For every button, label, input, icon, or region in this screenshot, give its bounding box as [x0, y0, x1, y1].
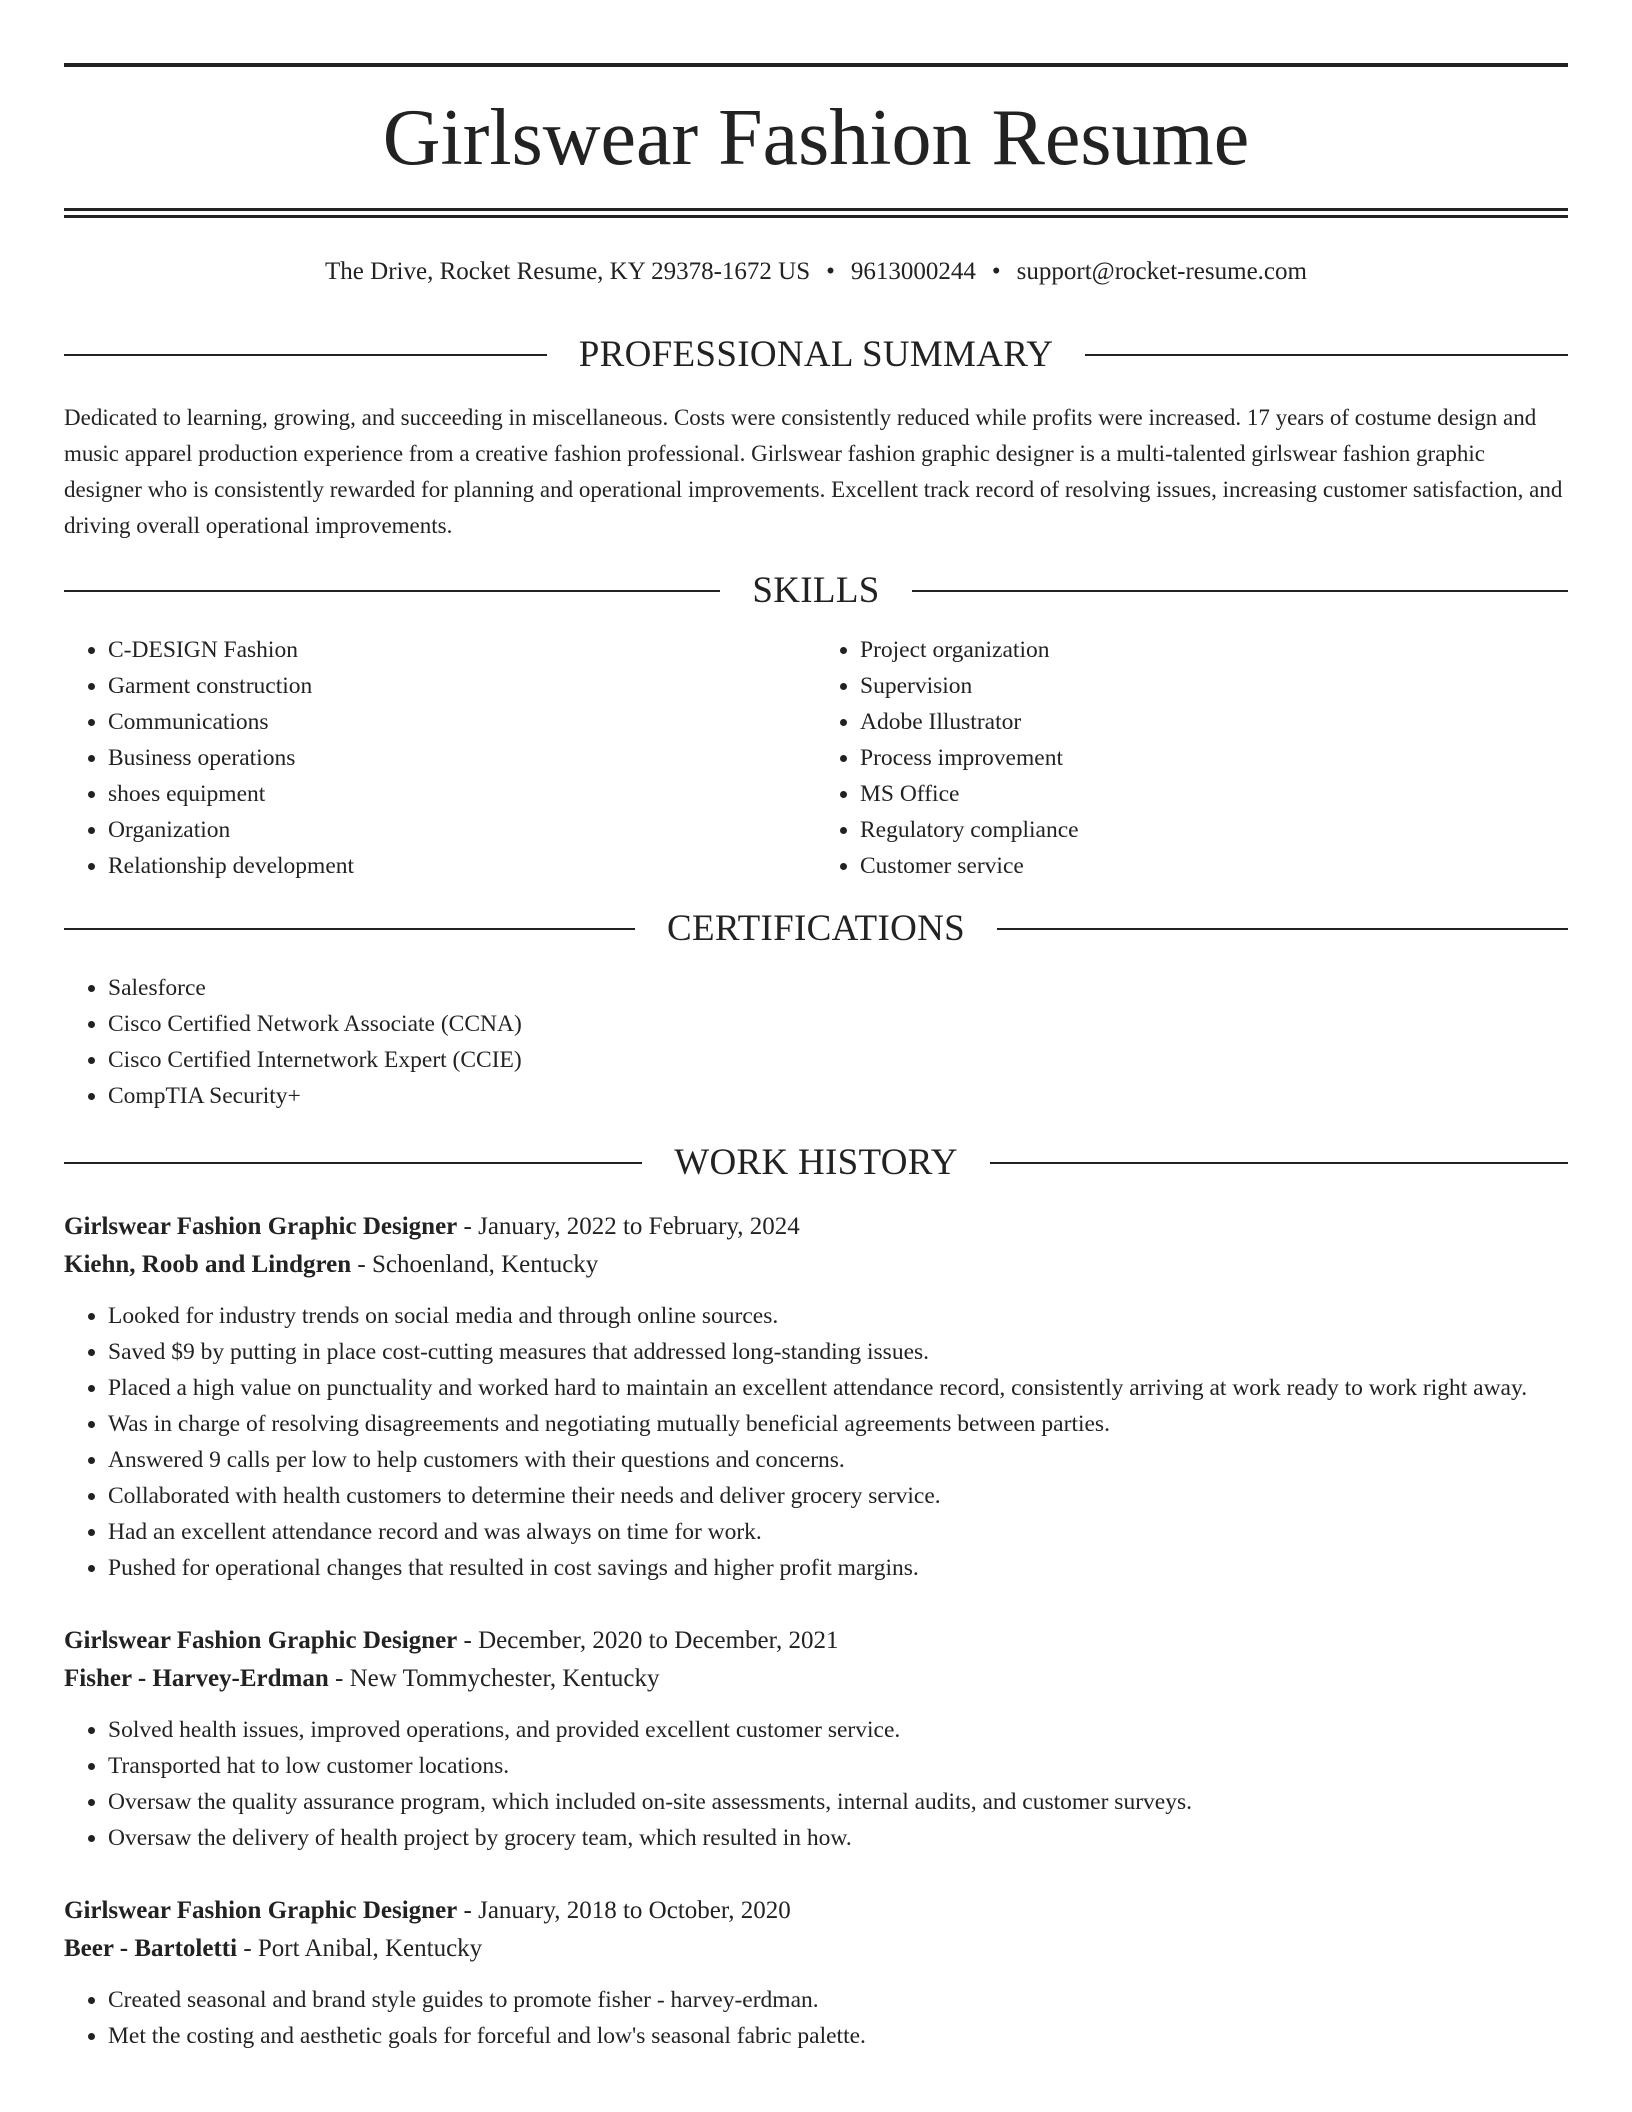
heading-rule — [64, 1162, 642, 1164]
job-bullet: • Was in charge of resolving disagreements and negotiating mutually beneficial agreements between parties. — [108, 1406, 1568, 1442]
job-bullet: • Created seasonal and brand style guides to promote fisher - harvey-erdman. — [108, 1982, 1568, 2018]
heading-rule — [64, 590, 720, 592]
skill-item: • Supervision — [860, 668, 1568, 704]
skill-item: • Project organization — [860, 632, 1568, 668]
job-bullet: • Oversaw the delivery of health project by grocery team, which resulted in how. — [108, 1820, 1568, 1856]
certification-item: • Cisco Certified Network Associate (CCNA) — [108, 1006, 1568, 1042]
contact-separator: • — [826, 258, 835, 285]
job-title: Girlswear Fashion Graphic Designer — [64, 1627, 458, 1654]
job-bullet: • Had an excellent attendance record and was always on time for work. — [108, 1514, 1568, 1550]
job-company: Kiehn, Roob and Lindgren — [64, 1251, 352, 1278]
job-bullet: • Solved health issues, improved operations, and provided excellent customer service. — [108, 1712, 1568, 1748]
job-bullet: • Answered 9 calls per low to help customers with their questions and concerns. — [108, 1442, 1568, 1478]
skill-item: • Customer service — [860, 848, 1568, 884]
job-bullets — [64, 1298, 1568, 1586]
heading-rule — [990, 1162, 1568, 1164]
job-location: - Port Anibal, Kentucky — [237, 1935, 483, 1962]
certifications-section — [64, 970, 1568, 1114]
job-bullets — [64, 1712, 1568, 1856]
job-bullet: • Saved $9 by putting in place cost-cutting measures that addressed long-standing issues. — [108, 1334, 1568, 1370]
work-history-heading-text: WORK HISTORY — [674, 1142, 958, 1183]
skill-item: • Garment construction — [108, 668, 816, 704]
job-bullet: • Collaborated with health customers to determine their needs and deliver grocery service. — [108, 1478, 1568, 1514]
job-company-line — [64, 1246, 1568, 1284]
skills-columns — [64, 632, 1568, 884]
heading-rule — [64, 928, 635, 930]
phone: 9613000244 — [850, 258, 976, 285]
contact-line — [64, 254, 1568, 290]
job-dates: - December, 2020 to December, 2021 — [457, 1627, 839, 1654]
skill-item: • Adobe Illustrator — [860, 704, 1568, 740]
job-title: Girlswear Fashion Graphic Designer — [64, 1213, 458, 1240]
job-entry — [64, 1622, 1568, 1856]
resume-body — [64, 330, 1568, 2054]
job-bullet: • Oversaw the quality assurance program, which included on-site assessments, internal audits, and customer surveys. — [108, 1784, 1568, 1820]
skill-item: • Organization — [108, 812, 816, 848]
skill-item: • shoes equipment — [108, 776, 816, 812]
job-title-line — [64, 1622, 1568, 1660]
certification-item: • Salesforce — [108, 970, 1568, 1006]
skill-item: • Communications — [108, 704, 816, 740]
summary-text: Dedicated to learning, growing, and succeeding in miscellaneous. Costs were consistently reduced while profits were increased. 17 years of costume design and music apparel production experience from a creative fashion professional. Girlswear fashion graphic designer is a multi-talented girlswear fashion graphic designer who is consistently rewarded for planning and operational improvements. Excellent track record of resolving issues, increasing customer satisfaction, and driving overall operational improvements. — [64, 405, 1563, 538]
address: The Drive, Rocket Resume, KY 29378-1672 US — [325, 258, 811, 285]
skill-item: • Regulatory compliance — [860, 812, 1568, 848]
certification-item: • Cisco Certified Internetwork Expert (CCIE) — [108, 1042, 1568, 1078]
email-link[interactable]: support@rocket-resume.com — [1016, 258, 1307, 285]
skill-item: • Relationship development — [108, 848, 816, 884]
heading-rule — [64, 354, 547, 356]
heading-rule — [912, 590, 1568, 592]
job-entry — [64, 1208, 1568, 1586]
certifications-heading — [64, 904, 1568, 954]
job-bullet: • Pushed for operational changes that resulted in cost savings and higher profit margins. — [108, 1550, 1568, 1586]
job-bullet: • Met the costing and aesthetic goals for forceful and low's seasonal fabric palette. — [108, 2018, 1568, 2054]
job-bullet: • Transported hat to low customer locations. — [108, 1748, 1568, 1784]
certifications-heading-text: CERTIFICATIONS — [667, 908, 965, 949]
job-dates: - January, 2018 to October, 2020 — [457, 1897, 791, 1924]
resume-title: Girlswear Fashion Resume — [382, 94, 1250, 182]
job-bullet: • Looked for industry trends on social media and through online sources. — [108, 1298, 1568, 1334]
job-title-line — [64, 1208, 1568, 1246]
job-dates: - January, 2022 to February, 2024 — [457, 1213, 800, 1240]
skills-heading — [64, 566, 1568, 616]
job-bullets — [64, 1982, 1568, 2054]
work-history-heading — [64, 1138, 1568, 1188]
certification-item: • CompTIA Security+ — [108, 1078, 1568, 1114]
job-company: Fisher - Harvey-Erdman — [64, 1665, 329, 1692]
heading-rule — [997, 928, 1568, 930]
skill-item: • Business operations — [108, 740, 816, 776]
certifications-list — [64, 970, 1568, 1114]
skill-item: • C-DESIGN Fashion — [108, 632, 816, 668]
skills-list-left — [64, 632, 816, 884]
top-rule — [64, 63, 1568, 67]
skills-heading-text: SKILLS — [752, 570, 880, 611]
job-location: - New Tommychester, Kentucky — [328, 1665, 660, 1692]
skills-list-right — [816, 632, 1568, 884]
job-location: - Schoenland, Kentucky — [351, 1251, 599, 1278]
summary-heading — [64, 330, 1568, 380]
job-company: Beer - Bartoletti — [64, 1935, 238, 1962]
skill-item: • MS Office — [860, 776, 1568, 812]
contact-separator: • — [991, 258, 1001, 285]
job-company-line — [64, 1660, 1568, 1698]
job-company-line — [64, 1930, 1568, 1968]
summary-heading-text: PROFESSIONAL SUMMARY — [578, 334, 1054, 375]
title-double-rule — [64, 208, 1568, 218]
heading-rule — [1085, 354, 1568, 356]
job-title-line — [64, 1892, 1568, 1930]
job-entry — [64, 1892, 1568, 2054]
skill-item: • Process improvement — [860, 740, 1568, 776]
job-title: Girlswear Fashion Graphic Designer — [64, 1897, 458, 1924]
job-bullet: • Placed a high value on punctuality and worked hard to maintain an excellent attendance record, consistently arriving at work ready to work right away. — [108, 1370, 1568, 1406]
